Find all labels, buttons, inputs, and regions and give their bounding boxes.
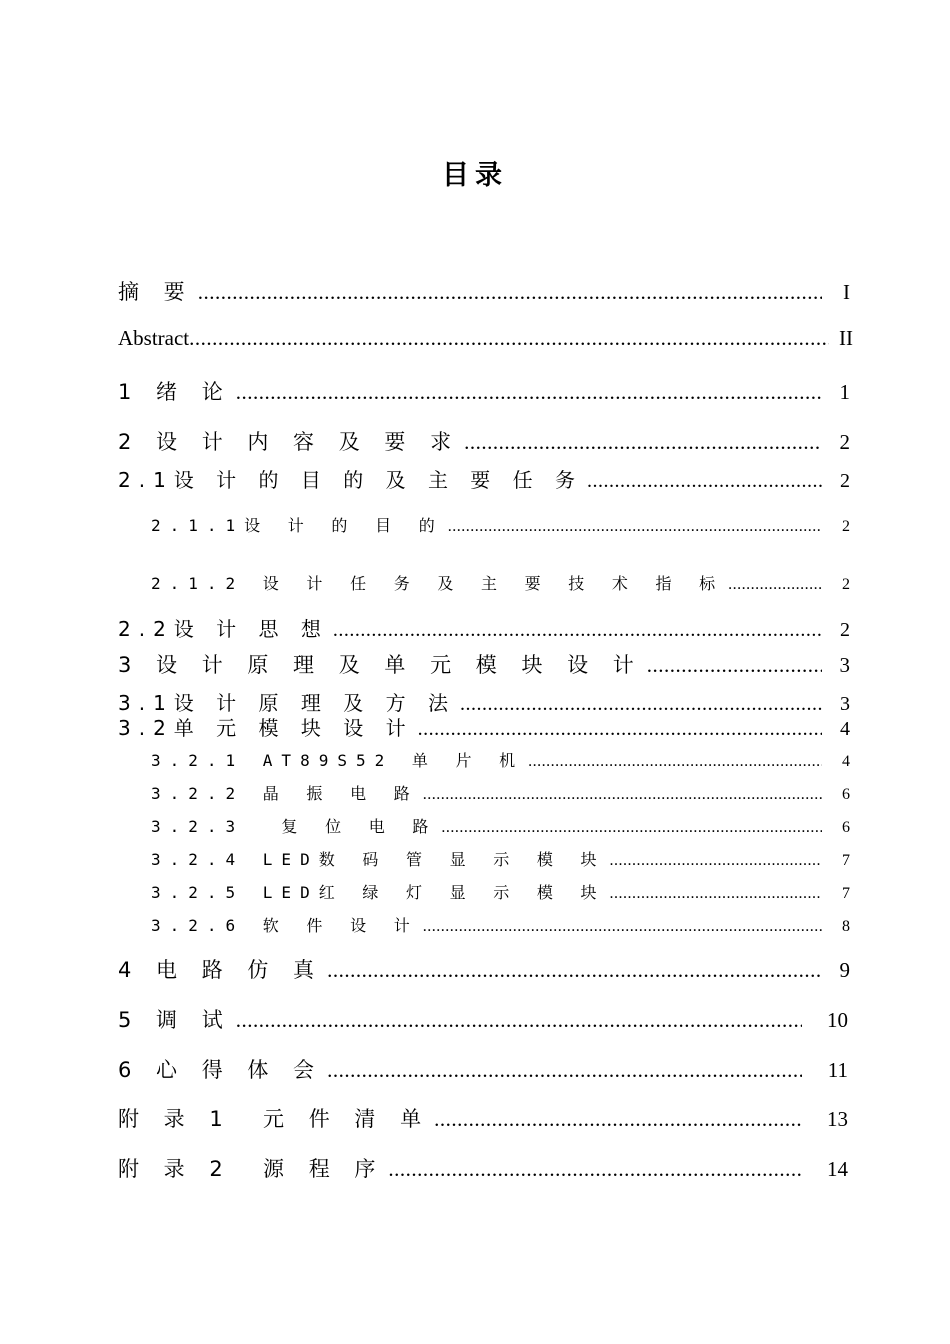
toc-entry-appendix-1[interactable] [118,1103,848,1133]
toc-entry-section-2-1-2[interactable] [151,571,850,594]
toc-leader-dots [610,852,823,870]
toc-entry-page: 10 [827,1008,848,1032]
toc-entry-page: 6 [842,786,850,803]
toc-leader-dots [441,819,822,837]
toc-leader-dots [236,380,822,405]
toc-leader-dots [327,1058,802,1083]
toc-entry-page: 3 [839,653,850,677]
toc-entry-label: 2.1设 计 的 目 的 及 主 要 任 务 [118,468,584,492]
page-title: 目录 [442,160,508,191]
toc-entry-abstract-en[interactable] [118,326,853,351]
toc-entry-section-2-2[interactable] [118,613,850,642]
toc-leader-dots [464,430,822,455]
toc-entry-label: 附 录 2 源 程 序 [118,1157,385,1181]
toc-entry-label: 4 电 路 仿 真 [118,958,324,982]
toc-entry-section-3-2-4[interactable] [151,847,850,870]
toc-entry-label: 3.2.2 晶 振 电 路 [151,784,419,803]
toc-leader-dots [236,1008,802,1033]
toc-leader-dots [388,1157,802,1182]
toc-entry-label: 1 绪 论 [118,380,232,404]
toc-leader-dots [198,280,822,305]
toc-entry-label: Abstract [118,326,190,350]
toc-entry-section-3-2-3[interactable] [151,814,850,837]
toc-entry-section-3-2-2[interactable] [151,781,850,804]
toc-entry-page: 2 [840,470,850,492]
toc-entry-label: 3.2.5 LED红 绿 灯 显 示 模 块 [151,883,606,902]
toc-entry-section-3-2-6[interactable] [151,913,850,936]
toc-entry-chapter-5[interactable] [118,1004,848,1034]
toc-entry-page: 14 [827,1157,848,1181]
toc-entry-page: 2 [839,430,850,454]
toc-entry-label: 3.2.4 LED数 码 管 显 示 模 块 [151,850,606,869]
toc-entry-page: I [843,280,850,304]
toc-entry-chapter-1[interactable] [118,376,850,406]
toc-entry-label: 附 录 1 元 件 清 单 [118,1107,431,1131]
toc-leader-dots [448,518,822,536]
toc-entry-label: 2 设 计 内 容 及 要 求 [118,430,461,454]
toc-entry-page: II [839,326,853,350]
toc-entry-label: 3.2.6 软 件 设 计 [151,916,419,935]
toc-entry-page: 4 [840,718,850,740]
toc-entry-label: 6 心 得 体 会 [118,1058,324,1082]
toc-entry-chapter-6[interactable] [118,1054,848,1084]
toc-entry-label: 摘 要 [118,280,194,304]
toc-entry-label: 5 调 试 [118,1008,232,1032]
toc-entry-label: 2.2设 计 思 想 [118,617,329,641]
toc-leader-dots [610,885,823,903]
toc-entry-page: 11 [827,1058,848,1082]
toc-leader-dots [418,718,822,741]
toc-entry-appendix-2[interactable] [118,1153,848,1183]
toc-entry-page: 13 [827,1107,848,1131]
toc-entry-label: 3.2单 元 模 块 设 计 [118,716,414,740]
toc-entry-section-2-1-1[interactable] [151,513,850,536]
toc-leader-dots [647,653,822,678]
toc-leader-dots [728,576,822,594]
toc-entry-chapter-4[interactable] [118,954,850,984]
toc-entry-section-3-2[interactable] [118,712,850,741]
toc-entry-label: 2.1.2 设 计 任 务 及 主 要 技 术 指 标 [151,574,725,593]
toc-entry-label: 3.2.3 复 位 电 路 [151,817,438,836]
toc-leader-dots [434,1107,802,1132]
toc-entry-page: 7 [842,852,850,869]
toc-entry-page: 9 [839,958,850,982]
toc-entry-label: 3.1设 计 原 理 及 方 法 [118,691,456,715]
toc-entry-section-2-1[interactable] [118,464,850,493]
toc-leader-dots [587,470,822,493]
toc-entry-abstract-cn[interactable] [118,276,850,306]
toc-entry-page: 2 [842,518,850,535]
toc-entry-chapter-3[interactable] [118,649,850,679]
toc-leader-dots [528,753,822,771]
toc-entry-label: 3.2.1 AT89S52 单 片 机 [151,751,525,770]
toc-leader-dots [423,786,822,804]
toc-entry-page: 1 [839,380,850,404]
toc-entry-page: 3 [840,693,850,715]
toc-leader-dots [327,958,822,983]
toc-leader-dots [423,918,822,936]
toc-entry-section-3-2-1[interactable] [151,748,850,771]
toc-entry-section-3-2-5[interactable] [151,880,850,903]
toc-leader-dots [189,326,829,351]
toc-entry-page: 8 [842,918,850,935]
toc-entry-label: 2.1.1设 计 的 目 的 [151,516,444,535]
toc-entry-page: 2 [840,619,850,641]
toc-entry-page: 6 [842,819,850,836]
toc-entry-page: 7 [842,885,850,902]
toc-entry-page: 4 [842,753,850,770]
toc-entry-chapter-2[interactable] [118,426,850,456]
toc-entry-label: 3 设 计 原 理 及 单 元 模 块 设 计 [118,653,643,677]
toc-entry-page: 2 [842,576,850,593]
toc-leader-dots [333,619,822,642]
